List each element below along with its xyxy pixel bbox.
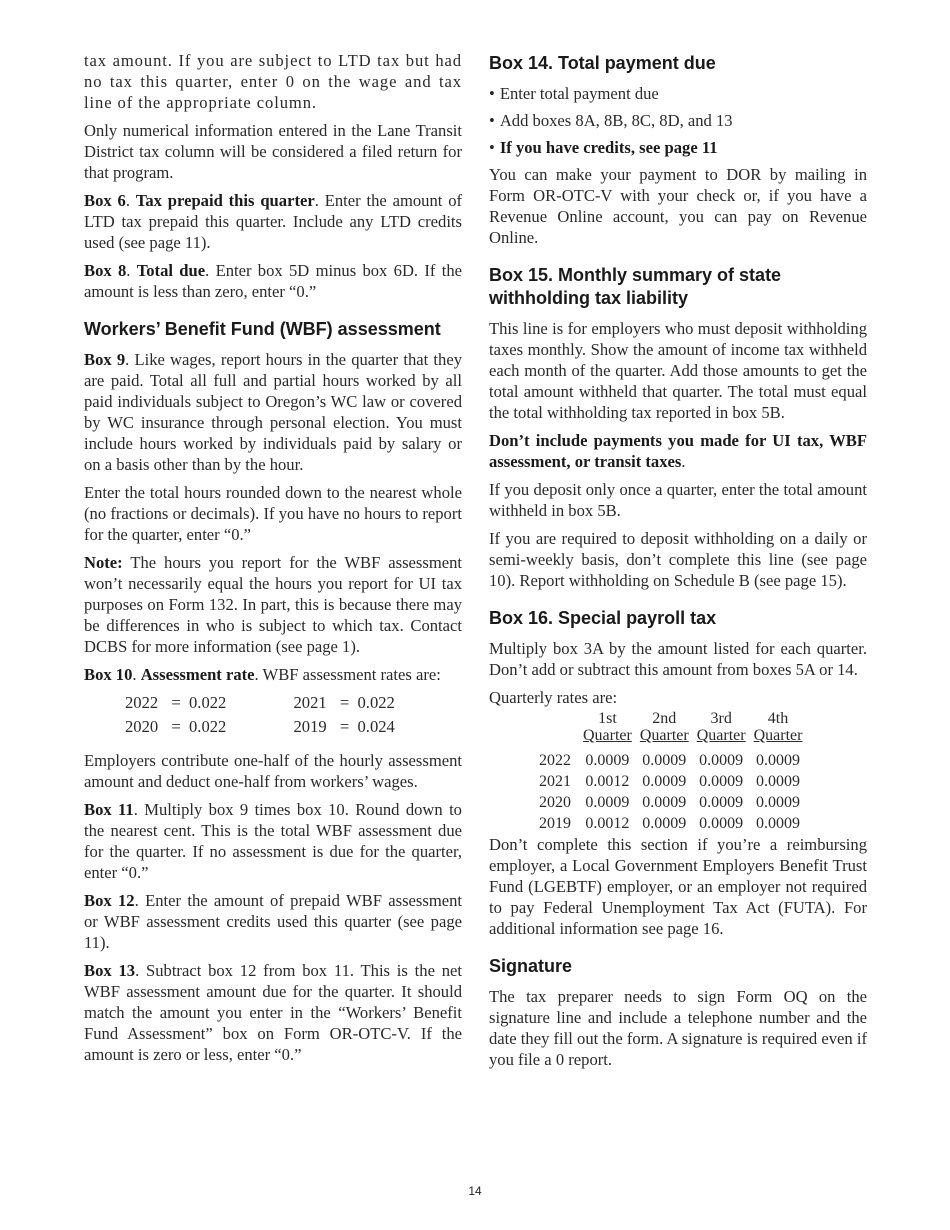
wbf-rates-list [125, 692, 462, 740]
signature-paragraph: The tax preparer needs to sign Form OQ on the signature line and include a telephone number and the date they fill out the form. A signature is required even if you file a 0 report. [489, 987, 867, 1069]
box16-paragraph-2: Quarterly rates are: [489, 688, 618, 707]
box14-bullets [489, 83, 867, 158]
header-q2: 2nd Quarter [639, 710, 689, 744]
box14-paragraph: You can make your payment to DOR by mailing in Form OR-OTC-V with your check or, if you have a Revenue Online account, you can pay on Revenue Online. [489, 165, 867, 247]
bullet-item: • If you have credits, see page 11 [489, 137, 867, 158]
table-row: 2022 0.0009 0.0009 0.0009 0.0009 [539, 752, 800, 769]
wbf-rates-row: 2020 = 0.022 2019 = 0.024 [125, 717, 395, 736]
right-column [489, 50, 867, 1077]
header-q3: 3rd Quarter [696, 710, 746, 744]
box13-paragraph: Box 13. Subtract box 12 from box 11. This is the net WBF assessment amount due for the quarter. It should match the amount you enter in the “Workers’ Benefit Fund Assessment” box on Form OR-OTC-V. If the amount is zero or less, enter “0.” [84, 961, 462, 1064]
bullet-item: • Enter total payment due [489, 83, 867, 104]
hours-paragraph: Enter the total hours rounded down to the nearest whole (no fractions or decimals). If you have no hours to report for the quarter, enter “0.” [84, 483, 462, 544]
quarterly-rates-table [519, 710, 806, 834]
box11-paragraph: Box 11. Multiply box 9 times box 10. Round down to the nearest cent. This is the total WBF assessment due for the quarter. If no assessment is due for the quarter, enter “0.” [84, 800, 462, 882]
left-column [84, 50, 462, 1072]
box15-bold-paragraph: Don’t include payments you made for UI tax, WBF assessment, or transit taxes. [489, 431, 867, 471]
box15-heading: Box 15. Monthly summary of state withholding tax liability [489, 265, 782, 308]
employers-paragraph: Employers contribute one-half of the hourly assessment amount and deduct one-half from workers’ wages. [84, 751, 462, 791]
wbf-rates-row: 2022 = 0.022 2021 = 0.022 [125, 693, 395, 712]
ltd-numerical-paragraph: Only numerical information entered in the Lane Transit District tax column will be considered a filed return for that program. [84, 121, 462, 182]
box12-paragraph: Box 12. Enter the amount of prepaid WBF assessment or WBF assessment credits used this quarter (see page 11). [84, 891, 462, 952]
table-header-row [519, 710, 806, 744]
box16-paragraph-1: Multiply box 3A by the amount listed for each quarter. Don’t add or subtract this amount from boxes 5A or 14. [489, 639, 867, 679]
box8-paragraph: Box 8. Total due. Enter box 5D minus box 6D. If the amount is less than zero, enter “0.” [84, 261, 463, 301]
box9-paragraph: Box 9. Like wages, report hours in the quarter that they are paid. Total all full and partial hours worked by all paid individuals subject to Oregon’s WC law or covered by WC insurance through personal election. You must include hours worked by individuals paid by salary or on a basis other than by the hour. [84, 350, 463, 474]
ltd-zero-paragraph: tax amount. If you are subject to LTD tax but had no tax this quarter, enter 0 on the wage and tax line of the appropriate column. [84, 51, 462, 112]
box14-heading: Box 14. Total payment due [489, 53, 716, 73]
table-row: 2020 0.0009 0.0009 0.0009 0.0009 [539, 794, 800, 811]
signature-heading: Signature [489, 956, 573, 976]
wbf-heading: Workers’ Benefit Fund (WBF) assessment [84, 319, 441, 339]
box16-heading: Box 16. Special payroll tax [489, 608, 717, 628]
header-q4: 4th Quarter [753, 710, 803, 744]
box15-paragraph-2: If you deposit only once a quarter, enter the total amount withheld in box 5B. [489, 480, 867, 520]
table-row: 2019 0.0012 0.0009 0.0009 0.0009 [539, 815, 800, 832]
box10-paragraph: Box 10. Assessment rate. WBF assessment rates are: [84, 665, 441, 684]
table-row: 2021 0.0012 0.0009 0.0009 0.0009 [539, 773, 800, 790]
header-q1: 1st Quarter [583, 710, 632, 744]
box6-paragraph: Box 6. Tax prepaid this quarter. Enter the amount of LTD tax prepaid this quarter. Include any LTD credits used (see page 11). [84, 191, 463, 252]
page-number: 14 [468, 1184, 482, 1198]
box16-paragraph-3: Don’t complete this section if you’re a reimbursing employer, a Local Government Employers Benefit Trust Fund (LGEBTF) employer, or an employer not required to pay Federal Unemployment Tax Act (FUTA). For additional information see page 16. [489, 835, 867, 938]
note-paragraph: Note: The hours you report for the WBF assessment won’t necessarily equal the hours you report for UI tax purposes on Form 132. In part, this is because there may be differences in who is subject to which tax. Contact DCBS for more information (see page 1). [84, 553, 462, 656]
box15-paragraph-1: This line is for employers who must deposit withholding taxes monthly. Show the amount of income tax withheld each month of the quarter. Add those amounts to get the total amount withheld that quarter. The total must equal the total withholding tax reported in box 5B. [489, 319, 867, 422]
bullet-item: • Add boxes 8A, 8B, 8C, 8D, and 13 [489, 110, 867, 131]
box15-paragraph-3: If you are required to deposit withholding on a daily or semi-weekly basis, don’t complete this line (see page 10). Report withholding on Schedule B (see page 15). [489, 529, 867, 590]
